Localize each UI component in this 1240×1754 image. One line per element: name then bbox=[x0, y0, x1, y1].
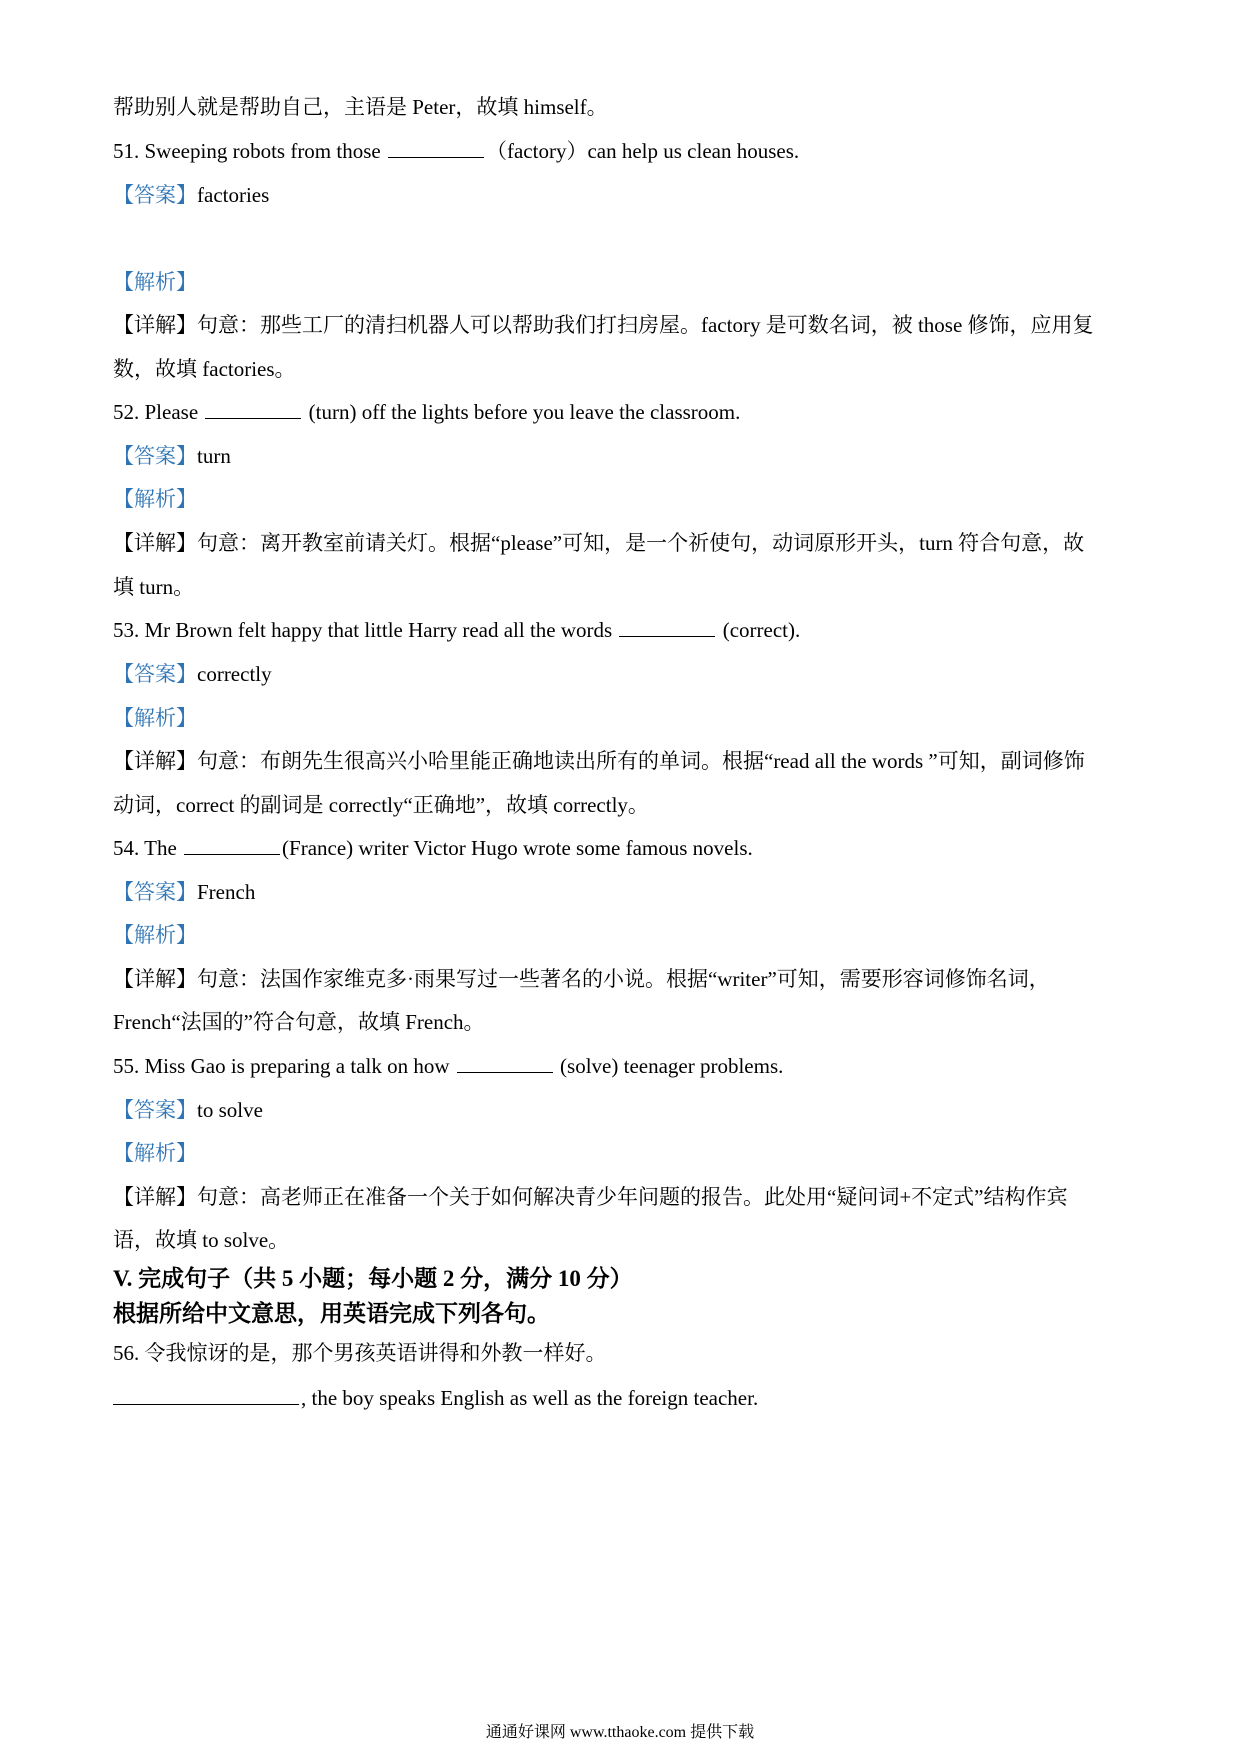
answer-tag: 【答案】 bbox=[113, 880, 197, 904]
detail-51-line-1 bbox=[113, 310, 1143, 340]
answer-53-value: correctly bbox=[197, 662, 272, 686]
section-instruction: 根据所给中文意思，用英语完成下列各句。 bbox=[113, 1301, 550, 1326]
answer-blank bbox=[205, 398, 301, 419]
answer-52 bbox=[113, 441, 1143, 471]
question-53-text-after: (correct). bbox=[717, 618, 801, 642]
answer-blank bbox=[619, 616, 715, 637]
analysis-52 bbox=[113, 484, 1143, 514]
detail-53-text-1: 句意：布朗先生很高兴小哈里能正确地读出所有的单词。根据“read all the words ”可知，副词修饰 bbox=[197, 749, 1085, 773]
answer-blank bbox=[388, 137, 484, 158]
question-56-sentence bbox=[113, 1383, 1143, 1413]
answer-blank bbox=[113, 1384, 299, 1405]
detail-51-text-1: 句意：那些工厂的清扫机器人可以帮助我们打扫房屋。factory 是可数名词，被 those 修饰，应用复 bbox=[197, 313, 1094, 337]
question-51-text-after: （factory）can help us clean houses. bbox=[485, 139, 800, 163]
question-56-text-after: , the boy speaks English as well as the foreign teacher. bbox=[301, 1386, 759, 1410]
question-54-text-before: 54. The bbox=[113, 836, 183, 860]
answer-52-value: turn bbox=[197, 444, 231, 468]
analysis-53 bbox=[113, 703, 1143, 733]
analysis-51 bbox=[113, 267, 1143, 297]
question-51 bbox=[113, 136, 1143, 166]
question-54-text-after: (France) writer Victor Hugo wrote some famous novels. bbox=[282, 836, 753, 860]
answer-51-value: factories bbox=[197, 183, 270, 207]
detail-51-line-2: 数，故填 factories。 bbox=[113, 357, 296, 381]
answer-tag: 【答案】 bbox=[113, 183, 197, 207]
question-53 bbox=[113, 615, 1143, 645]
question-53-text-before: 53. Mr Brown felt happy that little Harry read all the words bbox=[113, 618, 618, 642]
detail-52-line-2: 填 turn。 bbox=[113, 575, 195, 599]
answer-55 bbox=[113, 1095, 1143, 1125]
detail-55-line-1 bbox=[113, 1182, 1143, 1212]
detail-54-line-2: French“法国的”符合句意，故填 French。 bbox=[113, 1010, 485, 1034]
answer-54-value: French bbox=[197, 880, 256, 904]
answer-53 bbox=[113, 659, 1143, 689]
analysis-54 bbox=[113, 920, 1143, 950]
analysis-55 bbox=[113, 1138, 1143, 1168]
answer-54 bbox=[113, 877, 1143, 907]
detail-54-line-1 bbox=[113, 964, 1143, 994]
answer-tag: 【答案】 bbox=[113, 444, 197, 468]
answer-tag: 【答案】 bbox=[113, 1098, 197, 1122]
analysis-tag: 【解析】 bbox=[113, 923, 197, 947]
detail-tag: 【详解】 bbox=[113, 749, 197, 773]
question-54 bbox=[113, 833, 1143, 863]
footer-text: 通通好课网 www.tthaoke.com 提供下载 bbox=[485, 1724, 755, 1741]
analysis-tag: 【解析】 bbox=[113, 487, 197, 511]
question-52-text-before: 52. Please bbox=[113, 400, 204, 424]
answer-55-value: to solve bbox=[197, 1098, 263, 1122]
analysis-tag: 【解析】 bbox=[113, 270, 197, 294]
question-55-text-before: 55. Miss Gao is preparing a talk on how bbox=[113, 1054, 455, 1078]
detail-52-text-1: 句意：离开教室前请关灯。根据“please”可知，是一个祈使句，动词原形开头，turn 符合句意，故 bbox=[197, 531, 1085, 555]
detail-tag: 【详解】 bbox=[113, 531, 197, 555]
detail-53-line-2: 动词，correct 的副词是 correctly“正确地”，故填 correctly。 bbox=[113, 793, 649, 817]
question-52-text-after: (turn) off the lights before you leave the classroom. bbox=[303, 400, 741, 424]
section-title: V. 完成句子（共 5 小题；每小题 2 分，满分 10 分） bbox=[113, 1266, 633, 1291]
question-56-prompt: 56. 令我惊讶的是，那个男孩英语讲得和外教一样好。 bbox=[113, 1341, 607, 1365]
question-52 bbox=[113, 397, 1143, 427]
detail-tag: 【详解】 bbox=[113, 967, 197, 991]
answer-51 bbox=[113, 180, 1143, 210]
detail-52-line-1 bbox=[113, 528, 1143, 558]
question-55 bbox=[113, 1051, 1143, 1081]
analysis-tag: 【解析】 bbox=[113, 706, 197, 730]
answer-blank bbox=[184, 834, 280, 855]
question-55-text-after: (solve) teenager problems. bbox=[554, 1054, 784, 1078]
detail-tag: 【详解】 bbox=[113, 313, 197, 337]
detail-54-text-1: 句意：法国作家维克多·雨果写过一些著名的小说。根据“writer”可知，需要形容词修饰名词， bbox=[197, 967, 1050, 991]
intro-text: 帮助别人就是帮助自己，主语是 Peter，故填 himself。 bbox=[113, 95, 608, 119]
detail-tag: 【详解】 bbox=[113, 1185, 197, 1209]
answer-blank bbox=[457, 1052, 553, 1073]
question-51-text-before: 51. Sweeping robots from those bbox=[113, 139, 386, 163]
answer-tag: 【答案】 bbox=[113, 662, 197, 686]
analysis-tag: 【解析】 bbox=[113, 1141, 197, 1165]
detail-55-text-1: 句意：高老师正在准备一个关于如何解决青少年问题的报告。此处用“疑问词+不定式”结构作宾 bbox=[197, 1185, 1068, 1209]
detail-53-line-1 bbox=[113, 746, 1143, 776]
detail-55-line-2: 语，故填 to solve。 bbox=[113, 1228, 290, 1252]
